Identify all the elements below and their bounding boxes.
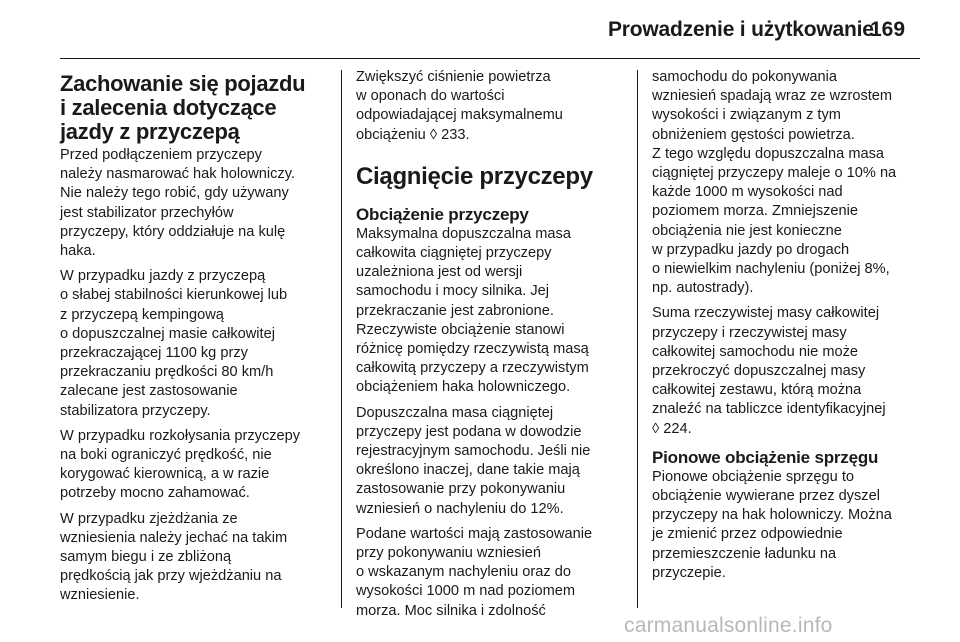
column-divider-2 [637,70,638,608]
column-1 [60,62,330,612]
paragraph: Suma rzeczywistej masy całkowitej przyczepy i rzeczywistej masy całkowitej samochodu nie może przekroczyć dopuszczalnej masy całkowitej zestawu, którą można znaleźć na tabliczce identyfikacyjnej ◊ 224. [652,305,886,437]
subsection-title-vertical-load: Pionowe obciążenie sprzęgu [652,447,879,467]
header-title: Prowadzenie i użytkowanie [608,18,874,41]
watermark: carmanualsonline.info [624,614,833,637]
paragraph: Maksymalna dopuszczalna masa całkowita ciągniętej przyczepy uzależniona jest od wersji samochodu i mocy silnika. Jej przekraczanie jest zabronione. Rzeczywiste obciążenie stanowi różnicę pomiędzy rzeczywistą masą całkowitą przyczepy a rzeczywistym obciążeniem haka holowniczego. [356,225,589,396]
paragraph: W przypadku rozkołysania przyczepy na boki ograniczyć prędkość, nie korygować kierownicą, a w razie potrzeby mocno zahamować. [60,427,301,502]
paragraph: Podane wartości mają zastosowanie przy pokonywaniu wzniesień o wskazanym nachyleniu oraz do wysokości 1000 m nad poziomem morza. Moc silnika i zdolność [356,525,593,619]
subsection-title-trailer-load: Obciążenie przyczepy [356,204,529,224]
column-divider-1 [341,70,342,608]
paragraph: Dopuszczalna masa ciągniętej przyczepy jest podana w dowodzie rejestracyjnym samochodu. Jeśli nie określono inaczej, dane takie mają zastosowanie przy pokonywaniu wzniesień o nachyleniu do 12%. [356,404,591,517]
paragraph-intro: Zwiększyć ciśnienie powietrza w oponach do wartości odpowiadającej maksymalnemu obciążeniu ◊ 233. [356,69,563,143]
paragraph: W przypadku jazdy z przyczepą o słabej stabilności kierunkowej lub z przyczepą kempingową o dopuszczalnej masie całkowitej przekraczającej 1100 kg przy przekraczaniu prędkości 80 km/h zalecane jest zastosowanie stabilizatora przyczepy. [60,268,288,419]
paragraph: W przypadku zjeżdżania ze wzniesienia należy jechać na takim samym biegu i ze zbliżoną prędkością jak przy wjeżdżaniu na wzniesienie. [60,510,288,604]
column-3 [652,62,928,589]
paragraph: samochodu do pokonywania wzniesień spadają wraz ze wzrostem wysokości i związanym z tym obniżeniem gęstości powietrza. Z tego względu dopuszczalna masa ciągniętej przyczepy maleje o 10% na każde 1000 m wysokości nad poziomem morza. Zmniejszenie obciążenia nie jest konieczne w przypadku jazdy po drogach o niewielkim nachyleniu (poniżej 8%, np. autostrady). [652,69,897,297]
section-title-trailer-driving: Zachowanie się pojazdu i zalecenia dotyczące jazdy z przyczepą [60,71,306,144]
header-divider [60,58,920,59]
paragraph: Pionowe obciążenie sprzęgu to obciążenie wywierane przez dyszel przyczepy na hak holowniczy. Można je zmienić przez odpowiednie przemieszczenie ładunku na przyczepie. [652,468,892,581]
chapter-title-towing: Ciągnięcie przyczepy [356,162,593,190]
page-header [0,0,960,62]
paragraph: Przed podłączeniem przyczepy należy nasmarować hak holowniczy. Nie należy tego robić, gdy używany jest stabilizator przechyłów przyczepy, który oddziałuje na kulę haka. [60,147,295,260]
column-2 [356,62,626,627]
page-number: 169 [870,18,906,41]
